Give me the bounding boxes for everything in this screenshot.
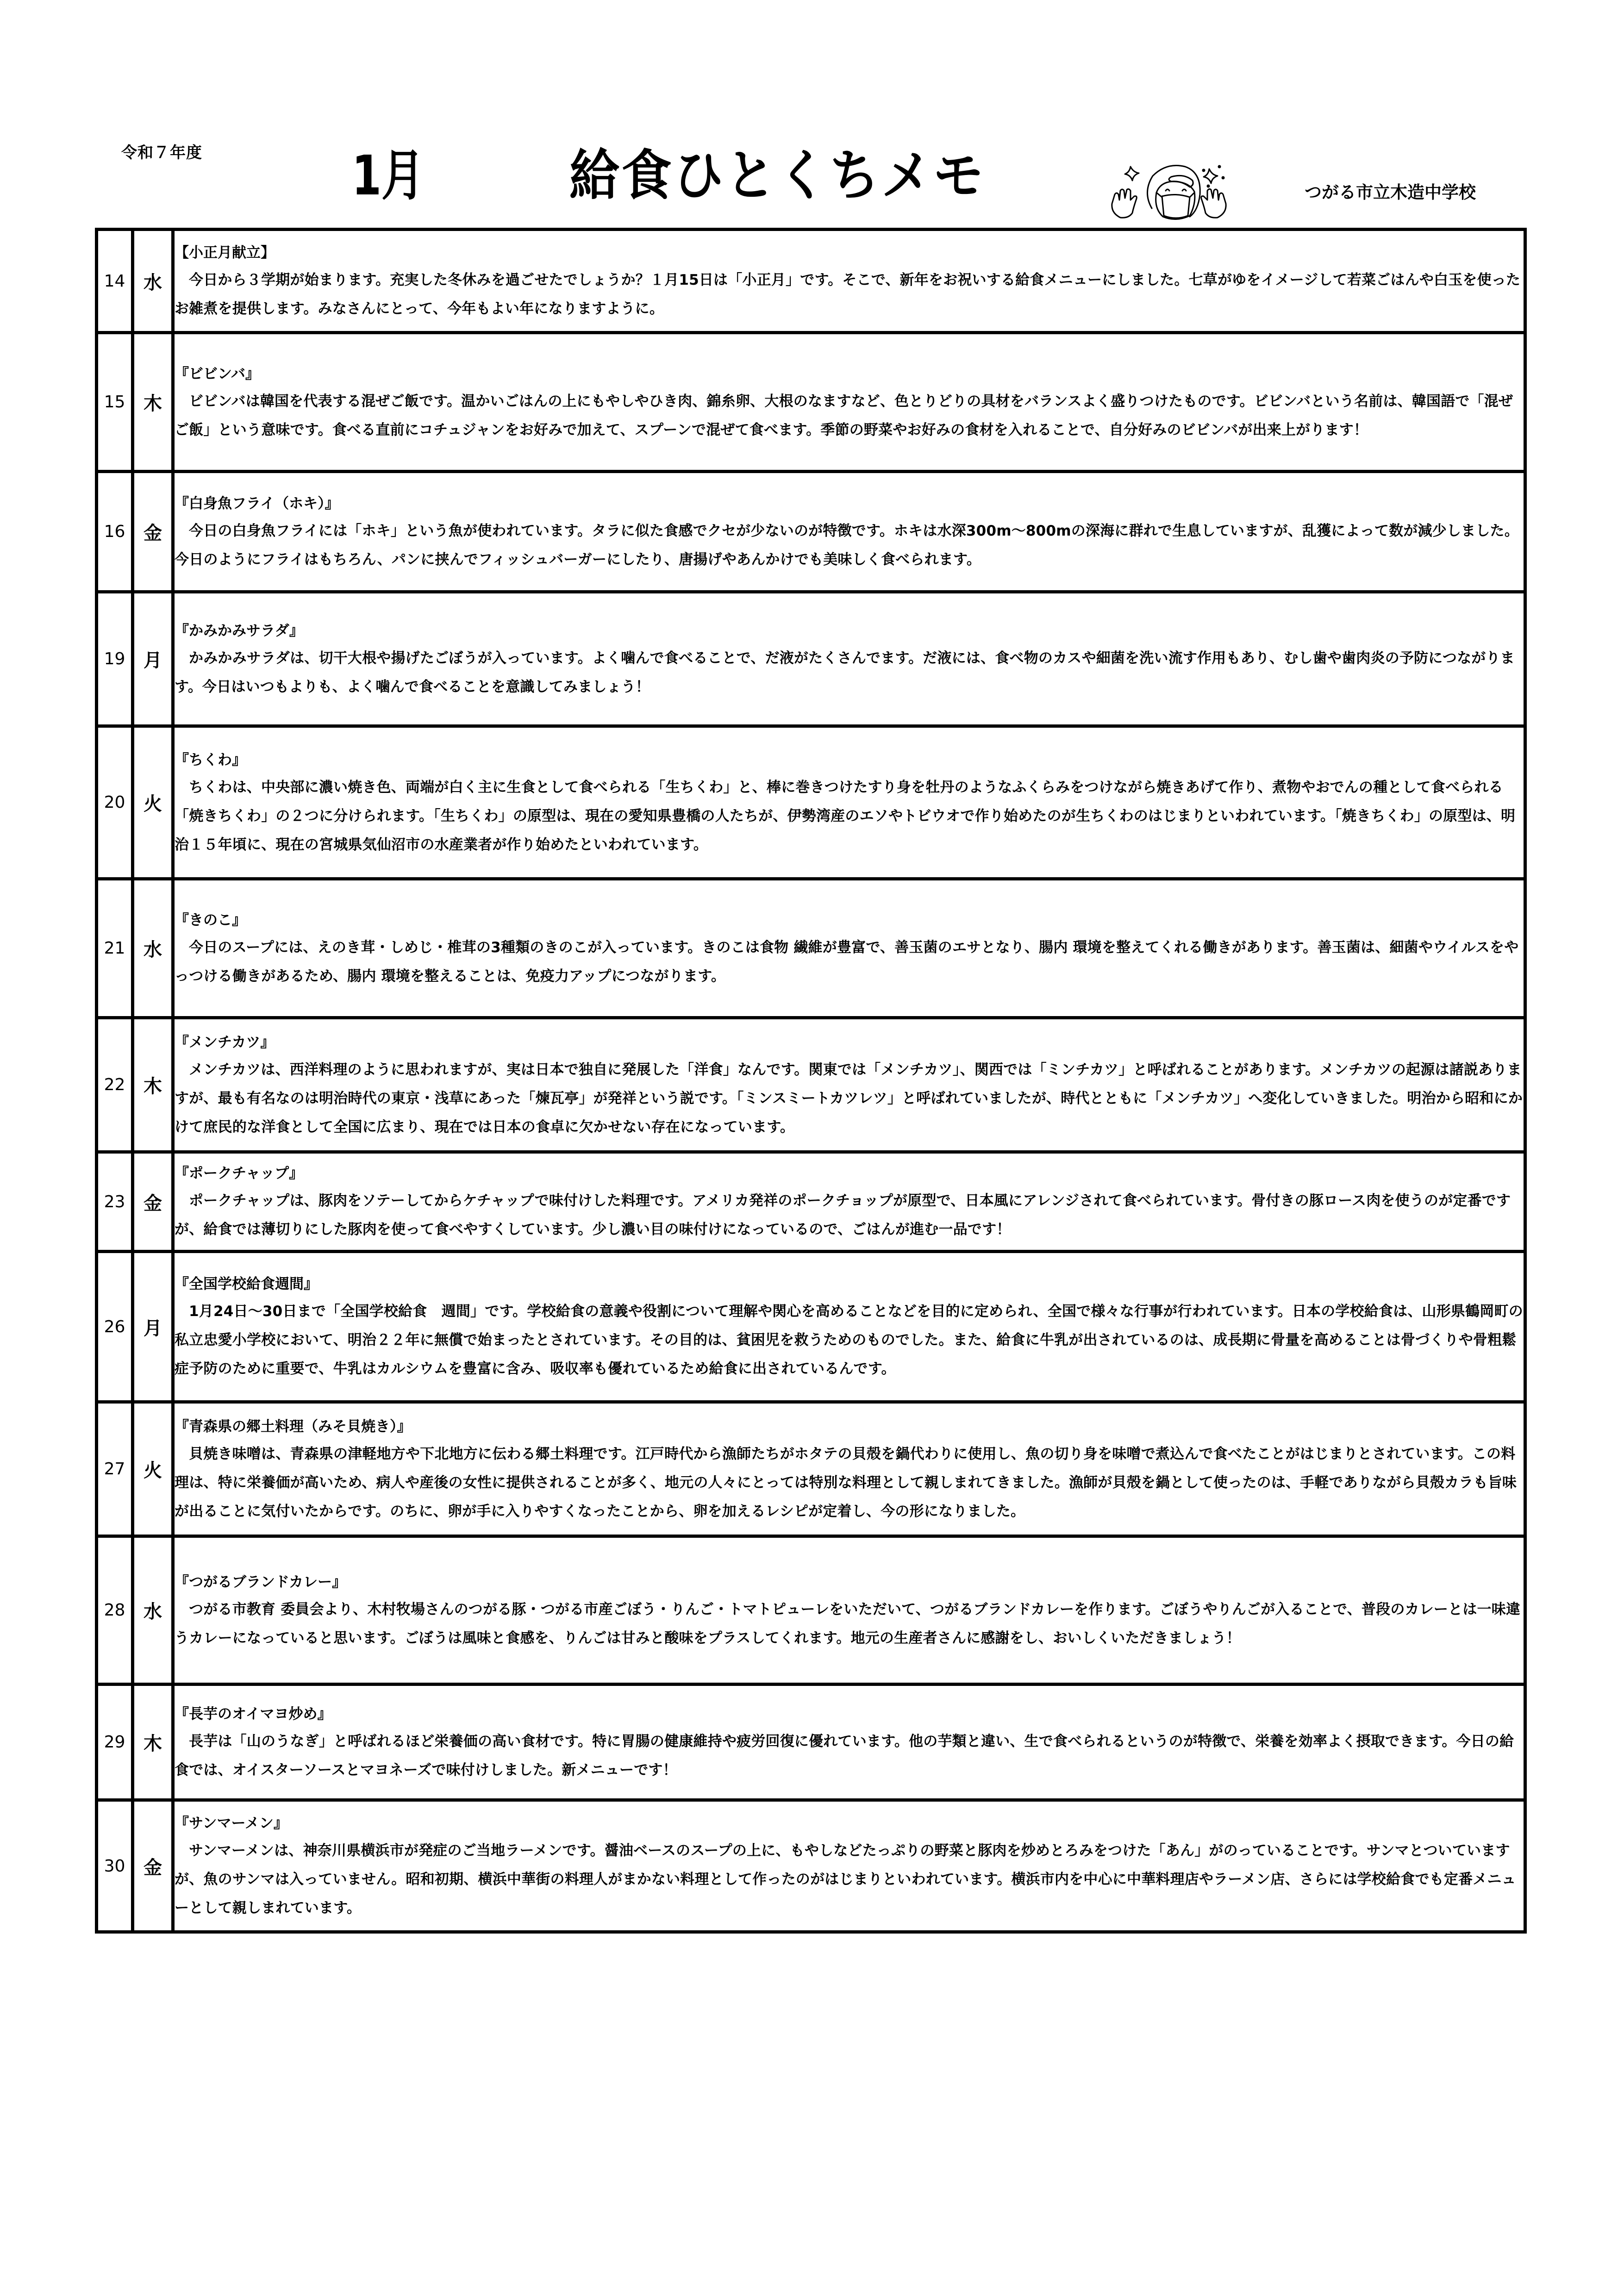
memo-title: 『ビビンバ』 — [175, 365, 260, 382]
table-row — [97, 472, 1525, 592]
sparkle-right-icon — [1204, 169, 1218, 183]
memo-cell — [173, 1536, 1525, 1685]
memo-cell — [173, 472, 1525, 592]
fiscal-year-label: 令和７年度 — [121, 144, 202, 162]
memo-cell — [173, 879, 1525, 1018]
memo-text: サンマーメンは、神奈川県横浜市が発症のご当地ラーメンです。醤油ベースのスープの上に、もやしなどたっぷりの野菜と豚肉を炒めとろみをつけた「あん」がのっていることです。サンマとついていますが、魚のサンマは入っていません。昭和初期、横浜中華街の料理人がまかない料理として作ったのがはじまりといわれています。横浜市内を中心に中華料理店やラーメン店、さらには学校給食でも定番メニューとして親しまれています。 — [175, 1842, 1516, 1916]
table-row — [97, 726, 1525, 879]
month-title: 1月 — [352, 144, 425, 207]
day-cell: 16 — [97, 472, 133, 592]
memo-text: ちくわは、中央部に濃い焼き色、両端が白く主に生食として食べられる「生ちくわ」と、棒に巻きつけたすり身を牡丹のようなふくらみをつけながら焼きあげて作り、煮物やおでんの種として食べられる「焼きちくわ」の２つに分けられます。「生ちくわ」の原型は、現在の愛知県豊橋の人たちが、伊勢湾産のエソやトビウオで作り始めたのが生ちくわのはじまりといわれています。「焼きちくわ」の原型は、明治１５年頃に、現在の宮城県気仙沼市の水産業者が作り始めたといわれています。 — [175, 779, 1516, 853]
weekday-cell: 火 — [133, 726, 173, 879]
table-row — [97, 1536, 1525, 1685]
memo-cell — [173, 1018, 1525, 1152]
memo-text: ポークチャップは、豚肉をソテーしてからケチャップで味付けした料理です。アメリカ発祥のポークチョップが原型で、日本風にアレンジされて食べられています。骨付きの豚ロース肉を使うのが定番ですが、給食では薄切りにした豚肉を使って食べやすくしています。少し濃い目の味付けになっているので、ごはんが進む一品です！ — [175, 1192, 1511, 1238]
memo-title: 『かみかみサラダ』 — [175, 622, 304, 639]
mask-outline — [1162, 194, 1190, 218]
memo-title: 『サンマーメン』 — [175, 1815, 288, 1832]
table-row — [97, 333, 1525, 472]
left-hand-icon — [1112, 189, 1137, 218]
memo-title: 『全国学校給食週間』 — [175, 1276, 318, 1292]
day-cell: 27 — [97, 1402, 133, 1536]
memo-cell — [173, 1152, 1525, 1252]
day-cell: 26 — [97, 1252, 133, 1402]
memo-title: 『長芋のオイマヨ炒め』 — [175, 1705, 332, 1722]
day-cell: 28 — [97, 1536, 133, 1685]
memo-cell — [173, 1800, 1525, 1932]
memo-title: 『メンチカツ』 — [175, 1034, 275, 1051]
day-cell: 14 — [97, 230, 133, 333]
day-cell: 20 — [97, 726, 133, 879]
weekday-cell: 水 — [133, 230, 173, 333]
day-cell: 19 — [97, 592, 133, 726]
weekday-cell: 金 — [133, 472, 173, 592]
memo-title: 『ちくわ』 — [175, 751, 246, 768]
memo-title: 【小正月献立】 — [175, 244, 275, 261]
memo-text: 今日のスープには、えのき茸・しめじ・椎茸の3種類のきのこが入っています。きのこは食物 繊維が豊富で、善玉菌のエサとなり、腸内 環境を整えてくれる働きがあります。善玉菌は、細菌やウイルスをやっつける働きがあるため、腸内 環境を整えることは、免疫力アップにつながります。 — [175, 939, 1519, 985]
memo-title: 『白身魚フライ（ホキ）』 — [175, 495, 339, 512]
mascot-illustration-icon — [1102, 148, 1236, 222]
page-title: 給食ひとくちメモ — [569, 144, 985, 207]
weekday-cell: 金 — [133, 1800, 173, 1932]
day-cell: 22 — [97, 1018, 133, 1152]
memo-text: 1月24日～30日まで「全国学校給食 週間」です。学校給食の意義や役割について理解や関心を高めることなどを目的に定められ、全国で様々な行事が行われています。日本の学校給食は、山形県鶴岡町の私立忠愛小学校において、明治２２年に無償で始まったとされています。その目的は、貧困児を救うためのものでした。また、給食に牛乳が出されているのは、成長期に骨量を高めることは骨づくりや骨粗鬆症予防のために重要で、牛乳はカルシウムを豊富に含み、吸収率も優れているため給食に出されているんです。 — [175, 1303, 1523, 1377]
table-row — [97, 1685, 1525, 1800]
right-hand-icon — [1201, 189, 1226, 218]
weekday-cell: 水 — [133, 1536, 173, 1685]
table-row — [97, 1252, 1525, 1402]
weekday-cell: 火 — [133, 1402, 173, 1536]
day-cell: 23 — [97, 1152, 133, 1252]
table-row — [97, 1402, 1525, 1536]
memo-title: 『つがるブランドカレー』 — [175, 1573, 347, 1591]
weekday-cell: 月 — [133, 1252, 173, 1402]
table-row — [97, 230, 1525, 333]
table-row — [97, 879, 1525, 1018]
memo-cell — [173, 1252, 1525, 1402]
school-name: つがる市立木造中学校 — [1305, 182, 1476, 202]
memo-cell — [173, 726, 1525, 879]
memo-text: メンチカツは、西洋料理のように思われますが、実は日本で独自に発展した「洋食」なんです。関東では「メンチカツ」、関西では「ミンチカツ」と呼ばれることがあります。メンチカツの起源は諸説ありますが、最も有名なのは明治時代の東京・浅草にあった「煉瓦亭」が発祥という説です。「ミンスミートカツレツ」と呼ばれていましたが、時代とともに「メンチカツ」へ変化していきました。明治から昭和にかけて庶民的な洋食として全国に広まり、現在では日本の食卓に欠かせない存在になっています。 — [175, 1061, 1523, 1136]
memo-text: つがる市教育 委員会より、木村牧場さんのつがる豚・つがる市産ごぼう・りんご・トマトピューレをいただいて、つがるブランドカレーを作ります。ごぼうやりんごが入ることで、普段のカレーとは一味違うカレーになっていると思います。ごぼうは風味と食感を、りんごは甘みと酸味をプラスしてくれます。地元の生産者さんに感謝をし、おいしくいただきましょう！ — [175, 1601, 1521, 1647]
memo-text: 今日から３学期が始まります。充実した冬休みを過ごせたでしょうか？１月15日は「小正月」です。そこで、新年をお祝いする給食メニューにしました。七草がゆをイメージして若菜ごはんや白玉を使ったお雑煮を提供します。みなさんにとって、今年もよい年になりますように。 — [175, 272, 1521, 317]
table-row — [97, 1152, 1525, 1252]
table-row — [97, 1018, 1525, 1152]
day-cell: 21 — [97, 879, 133, 1018]
memo-title: 『きのこ』 — [175, 911, 246, 929]
table-row — [97, 592, 1525, 726]
lunch-memo-table — [95, 228, 1527, 1934]
weekday-cell: 木 — [133, 333, 173, 472]
memo-text: 今日の白身魚フライには「ホキ」という魚が使われています。タラに似た食感でクセが少ないのが特徴です。ホキは水深300m～800mの深海に群れで生息していますが、乱獲によって数が減少しました。今日のようにフライはもちろん、パンに挟んでフィッシュバーガーにしたり、唐揚げやあんかけでも美味しく食べられます。 — [175, 522, 1519, 568]
weekday-cell: 月 — [133, 592, 173, 726]
memo-text: ビビンバは韓国を代表する混ぜご飯です。温かいごはんの上にもやしやひき肉、錦糸卵、大根のなますなど、色とりどりの具材をバランスよく盛りつけたものです。ビビンバという名前は、韓国語で「混ぜご飯」という意味です。食べる直前にコチュジャンをお好みで加えて、スプーンで混ぜて食べます。季節の野菜やお好みの食材を入れることで、自分好みのビビンバが出来上がります！ — [175, 393, 1513, 438]
memo-cell — [173, 333, 1525, 472]
day-cell: 29 — [97, 1685, 133, 1800]
memo-cell — [173, 1685, 1525, 1800]
day-cell: 30 — [97, 1800, 133, 1932]
weekday-cell: 水 — [133, 879, 173, 1018]
table-row — [97, 1800, 1525, 1932]
sparkle-left-icon — [1125, 167, 1139, 181]
memo-cell — [173, 230, 1525, 333]
memo-title: 『ポークチャップ』 — [175, 1165, 304, 1182]
memo-text: 貝焼き味噌は、青森県の津軽地方や下北地方に伝わる郷土料理です。江戸時代から漁師たちがホタテの貝殻を鍋代わりに使用し、魚の切り身を味噌で煮込んで食べたことがはじまりとされています。この料理は、特に栄養価が高いため、病人や産後の女性に提供されることが多く、地元の人々にとっては特別な料理として親しまれてきました。漁師が貝殻を鍋として使ったのは、手軽でありながら貝殻カラも旨味が出ることに気付いたからです。のちに、卵が手に入りやすくなったことから、卵を加えるレシピが定着し、今の形になりました。 — [175, 1445, 1517, 1520]
weekday-cell: 木 — [133, 1685, 173, 1800]
weekday-cell: 木 — [133, 1018, 173, 1152]
day-cell: 15 — [97, 333, 133, 472]
memo-title: 『青森県の郷土料理（みそ貝焼き）』 — [175, 1418, 412, 1435]
memo-text: かみかみサラダは、切干大根や揚げたごぼうが入っています。よく噛んで食べることで、だ液がたくさんでます。だ液には、食べ物のカスや細菌を洗い流す作用もあり、むし歯や歯肉炎の予防につながります。今日はいつもよりも、よく噛んで食べることを意識してみましょう！ — [175, 649, 1515, 695]
memo-cell — [173, 592, 1525, 726]
memo-cell — [173, 1402, 1525, 1536]
weekday-cell: 金 — [133, 1152, 173, 1252]
memo-text: 長芋は「山のうなぎ」と呼ばれるほど栄養価の高い食材です。特に胃腸の健康維持や疲労回復に優れています。他の芋類と違い、生で食べられるというのが特徴で、栄養を効率よく摂取できます。今日の給食では、オイスターソースとマヨネーズで味付けしました。新メニューです！ — [175, 1733, 1514, 1778]
